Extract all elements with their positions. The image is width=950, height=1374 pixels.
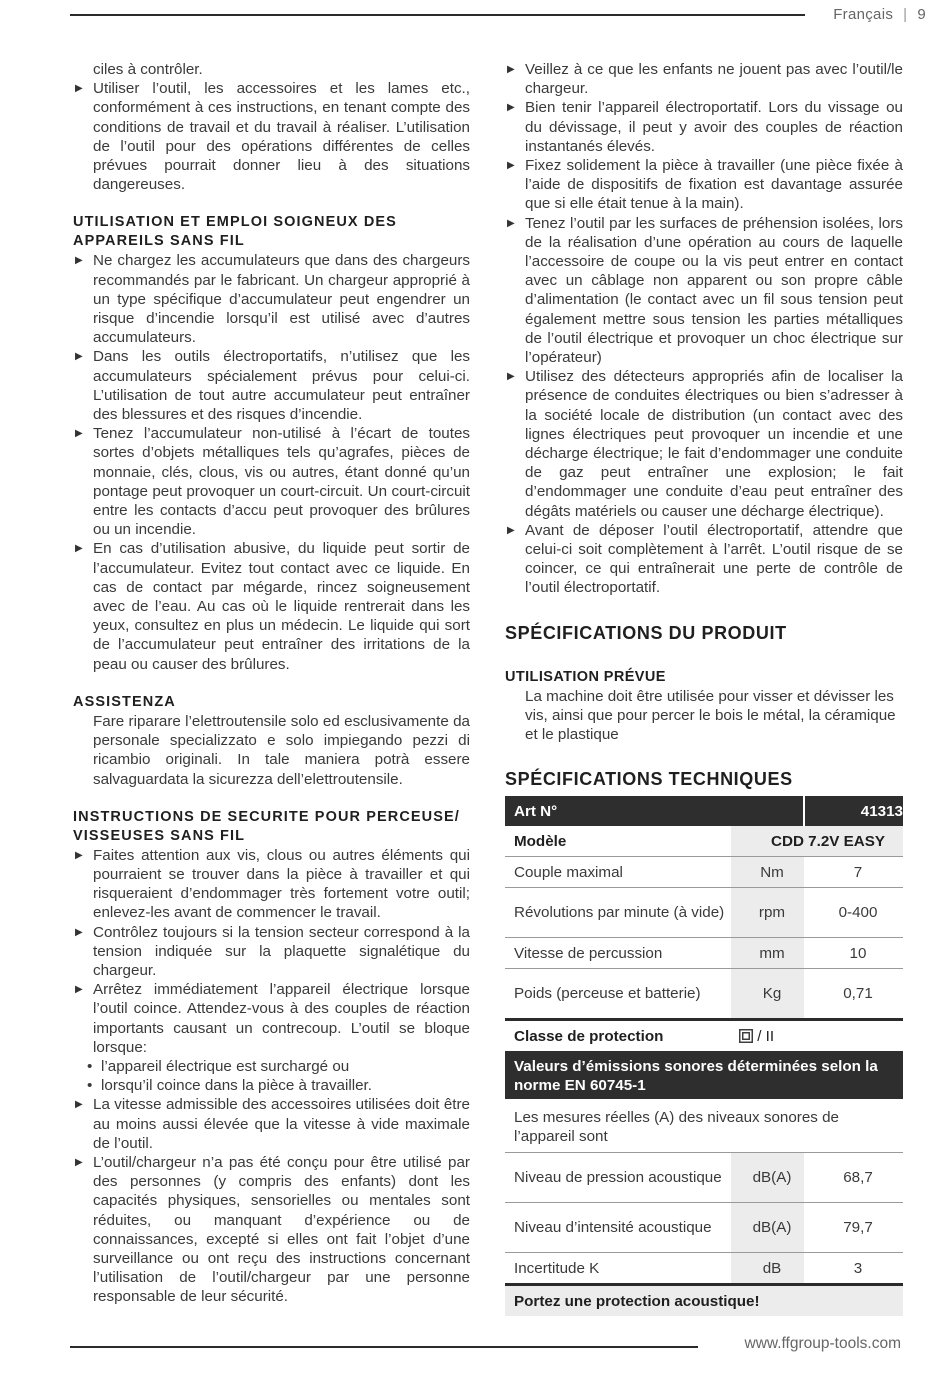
footer-website: www.ffgroup-tools.com <box>744 1335 901 1352</box>
table-row <box>505 938 903 969</box>
protection-value <box>731 1020 903 1052</box>
header-language: Français <box>833 6 894 23</box>
table-row <box>505 1253 903 1285</box>
table-row <box>505 826 903 857</box>
list-item: ▶ Utilisez des détecteurs appropriés afin de localiser la présence de conduites électriques ou bien s’adresser à la société locale de distribution (un contact avec des lignes électriques peut provoquer un incendie et une décharge électrique; le fait d’endommager une conduite de gaz peut entraîner une explosion; le fait d’endommager une conduite d’eau peut entraîner des dégâts matériels ou causer une décharge électrique). <box>505 367 903 521</box>
art-value: 41313 <box>804 796 903 826</box>
rpm-value: 0-400 <box>804 888 903 938</box>
torque-unit: Nm <box>731 857 804 888</box>
list-item: ▶ Bien tenir l’appareil électroportatif. Lors du vissage ou du dévissage, il peut y avoir des couples de réaction instantanés élevés. <box>505 98 903 156</box>
safety-list-cont <box>73 1095 470 1306</box>
continued-text: ciles à contrôler. <box>93 61 203 78</box>
sound-header: Valeurs d’émissions sonores déterminées selon la norme EN 60745-1 <box>505 1051 903 1099</box>
left-column <box>73 60 470 1307</box>
page-number: 9 <box>917 6 926 23</box>
list-item: ▶ En cas d’utilisation abusive, du liquide peut sortir de l’accumulateur. Evitez tout contact avec ce liquide. En cas de contact par mégarde, rincez soigneusement avec de l’eau. Au cas où le liquide rentrerait dans les yeux, consultez en plus un médecin. Le liquide qui sort de l’accumulateur peut entraîner des irritations de la peau ou causer des brûlures. <box>73 539 470 673</box>
sound-note: Les mesures réelles (A) des niveaux sonores de l’appareil sont <box>505 1099 903 1153</box>
list-item: ▶ Veillez à ce que les enfants ne jouent pas avec l’outil/le chargeur. <box>505 60 903 98</box>
weight-label: Poids (perceuse et batterie) <box>505 969 731 1020</box>
table-row <box>505 969 903 1020</box>
intensity-unit: dB(A) <box>731 1203 804 1253</box>
intro-list <box>73 79 470 194</box>
product-spec-title: SPÉCIFICATIONS DU PRODUIT <box>505 622 787 643</box>
safety-list-right <box>505 60 903 598</box>
list-item: ▶ Tenez l’outil par les surfaces de préhension isolées, lors de la réalisation d’une opération au cours de laquelle l’accessoire de coupe ou la vis peut entrer en contact avec un câblage non apparent ou son propre câble d’alimentation (le contact avec un fil sous tension peut également mettre sous tension les parties métalliques de l’outil électrique et provoquer un choc électrique sur l’opérateur) <box>505 214 903 368</box>
header-rule <box>70 14 805 16</box>
torque-label: Couple maximal <box>505 857 731 888</box>
list-item: ▶ L’outil/chargeur n’a pas été conçu pour être utilisé par des personnes (y compris des enfants) dont les capacités physiques, sensorielles ou mentales sont réduites, ou manquant d’expérience ou de connaissances, excepté si elles ont fait l’objet d’une surveillance ou ont reçu des instructions concernant l’utilisation de l’outil/chargeur par une personne responsable de leur sécurité. <box>73 1153 470 1307</box>
spec-table <box>505 796 903 1316</box>
rpm-label: Révolutions par minute (à vide) <box>505 888 731 938</box>
list-item: ▶ La vitesse admissible des accessoires utilisées doit être au moins aussi élevée que la vitesse à vide maximale de l’outil. <box>73 1095 470 1153</box>
list-item <box>73 980 470 1057</box>
protection-class: / II <box>757 1027 775 1045</box>
table-row <box>505 888 903 938</box>
sub-list-item: • lorsqu’il coince dans la pièce à travailler. <box>87 1076 470 1095</box>
rpm-unit: rpm <box>731 888 804 938</box>
art-label: Art N° <box>505 796 804 826</box>
list-item: ▶ Fixez solidement la pièce à travailler (une pièce fixée à l’aide de dispositifs de fixation est davantage assurée que si elle était tenue à la main). <box>505 156 903 214</box>
intensity-value: 79,7 <box>804 1203 903 1253</box>
list-item-text: Arrêtez immédiatement l’appareil électrique lorsque l’outil coince. Attendez-vous à des couples de réaction importants causant un contrecoup. L’outil se bloque lorsque: <box>93 981 470 1056</box>
page-header <box>833 6 926 23</box>
double-insulation-icon <box>739 1029 753 1043</box>
pressure-label: Niveau de pression acoustique <box>505 1153 731 1203</box>
table-row <box>505 1020 903 1052</box>
pressure-unit: dB(A) <box>731 1153 804 1203</box>
percussion-unit: mm <box>731 938 804 969</box>
sub-list-item: • l’appareil électrique est surchargé ou <box>87 1057 470 1076</box>
list-item: ▶ Utiliser l’outil, les accessoires et les lames etc., conformément à ces instructions, en tenant compte des conditions de travail et du travail à réaliser. L’utilisation de l’outil pour des opérations différentes de celles prévues pourrait donner lieu à des situations dangereuses. <box>73 79 470 194</box>
torque-value: 7 <box>804 857 903 888</box>
safety-section-title: INSTRUCTIONS DE SECURITE POUR PERCEUSE/ VISSEUSES SANS FIL <box>73 808 460 844</box>
assistenza-title: ASSISTENZA <box>73 693 176 710</box>
list-item: ▶ Dans les outils électroportatifs, n’utilisez que les accumulateurs spécialement prévus pour celui-ci. L’utilisation de tout autre accumulateur peut entraîner des blessures et des risques d’incendie. <box>73 347 470 424</box>
safety-list <box>73 846 470 1057</box>
protection-label: Classe de protection <box>514 1027 664 1045</box>
assistenza-text: Fare riparare l’elettroutensile solo ed esclusivamente da personale specializzato e solo impiegando pezzi di ricambio originali. In tale maniera potrà essere salvaguardata la sicurezza dell’elettroutensile. <box>93 712 470 788</box>
list-item: ▶ Avant de déposer l’outil électroportatif, attendre que celui-ci soit complètement à l’arrêt. L’outil risque de se coincer, ce qui entraînerait une perte de contrôle de l’outil électroportatif. <box>505 521 903 598</box>
table-row <box>505 796 903 826</box>
model-label: Modèle <box>505 826 731 857</box>
tech-spec-title: SPÉCIFICATIONS TECHNIQUES <box>505 769 793 790</box>
percussion-label: Vitesse de percussion <box>505 938 731 969</box>
uncertainty-value: 3 <box>804 1253 903 1285</box>
weight-value: 0,71 <box>804 969 903 1020</box>
list-item: ▶ Tenez l’accumulateur non-utilisé à l’écart de toutes sortes d’objets métalliques tels qu’agrafes, pièces de monnaie, clés, clous, vis ou autres, étant donné qu’un pontage peut provoquer un court-circuit. Un court-circuit entre les contacts d’accu peut provoquer des brûlures ou un incendie. <box>73 424 470 539</box>
usage-text: La machine doit être utilisée pour visser et dévisser les vis, ainsi que pour percer le bois le métal, la céramique et le plastique <box>525 687 896 744</box>
right-column <box>505 60 903 1316</box>
pressure-value: 68,7 <box>804 1153 903 1203</box>
hearing-protection-warning: Portez une protection acoustique! <box>505 1285 903 1317</box>
usage-title: UTILISATION PRÉVUE <box>505 668 666 685</box>
uncertainty-unit: dB <box>731 1253 804 1285</box>
intensity-label: Niveau d’intensité acoustique <box>505 1203 731 1253</box>
table-row <box>505 1285 903 1317</box>
battery-list <box>73 251 470 673</box>
table-row <box>505 1203 903 1253</box>
uncertainty-label: Incertitude K <box>505 1253 731 1285</box>
percussion-value: 10 <box>804 938 903 969</box>
header-separator: | <box>903 6 908 23</box>
list-item: ▶ Contrôlez toujours si la tension secteur correspond à la tension indiquée sur la plaquette signalétique du chargeur. <box>73 923 470 981</box>
weight-unit: Kg <box>731 969 804 1020</box>
list-item: ▶ Faites attention aux vis, clous ou autres éléments qui pourraient se trouver dans la pièce à travailler et qui risqueraient d’endommager très fortement votre outil; enlevez-les avant de commencer le travail. <box>73 846 470 923</box>
footer-rule <box>70 1346 698 1348</box>
table-row <box>505 1153 903 1203</box>
model-value: CDD 7.2V EASY <box>731 826 903 857</box>
battery-section-title: UTILISATION ET EMPLOI SOIGNEUX DES APPAREILS SANS FIL <box>73 214 397 250</box>
table-row <box>505 857 903 888</box>
sub-list <box>73 1057 470 1095</box>
table-row <box>505 1099 903 1153</box>
list-item: ▶ Ne chargez les accumulateurs que dans des chargeurs recommandés par le fabricant. Un chargeur approprié à un type spécifique d’accumulateur peut engendrer un risque d’incendie lorsqu’il est utilisé avec d’autres accumulateurs. <box>73 251 470 347</box>
table-row <box>505 1051 903 1099</box>
